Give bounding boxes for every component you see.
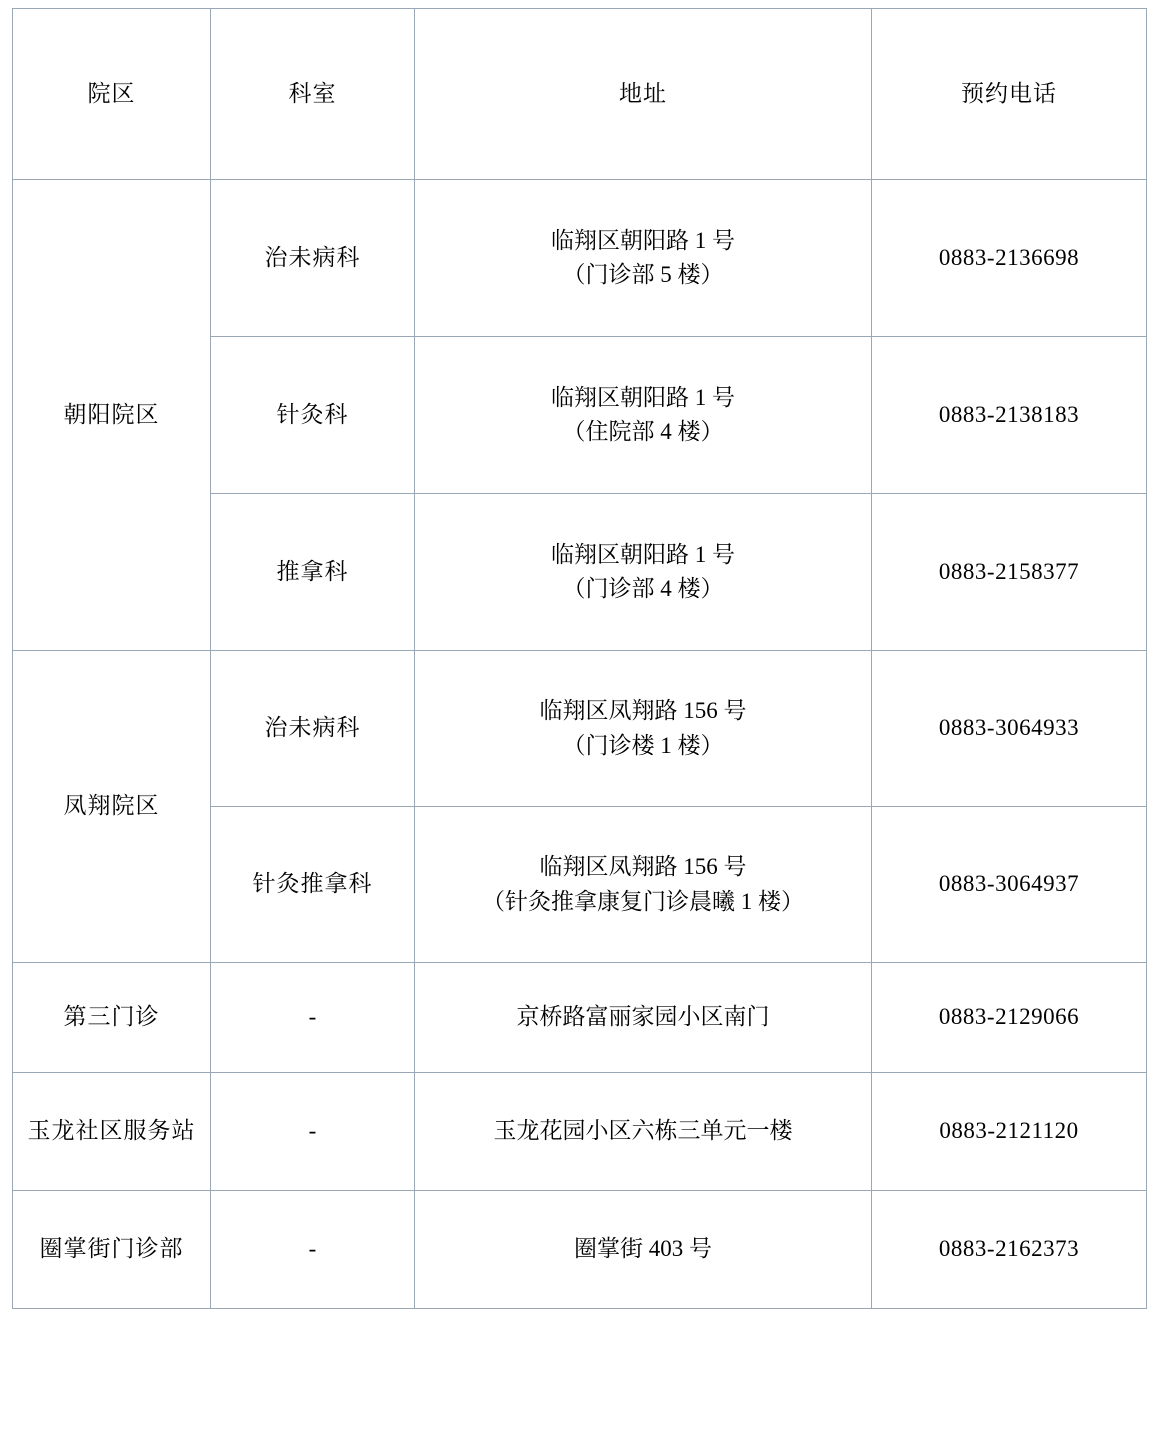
address-line-2: （住院部 4 楼）	[562, 419, 724, 444]
table-row	[13, 180, 1147, 337]
campus-cell: 凤翔院区	[13, 651, 211, 963]
campus-cell: 圈掌街门诊部	[13, 1191, 211, 1309]
phone-cell: 0883-3064937	[872, 807, 1147, 963]
address-line-1: 圈掌街 403 号	[574, 1236, 712, 1262]
phone-cell: 0883-2162373	[872, 1191, 1147, 1309]
table-row	[13, 963, 1147, 1073]
address-cell	[415, 1073, 872, 1191]
address-line-2: （门诊楼 1 楼）	[562, 732, 724, 758]
table-row	[13, 1191, 1147, 1309]
address-cell	[415, 494, 872, 651]
campus-cell: 第三门诊	[13, 963, 211, 1073]
address-line-2: （门诊部 4 楼）	[562, 576, 724, 601]
address-cell	[415, 1191, 872, 1309]
address-cell	[415, 180, 872, 337]
address-line-1: 临翔区凤翔路 156 号	[539, 854, 747, 879]
table-row	[13, 1073, 1147, 1191]
address-cell	[415, 651, 872, 807]
column-header-campus: 院区	[13, 9, 211, 180]
address-line-1: 临翔区凤翔路 156 号	[539, 698, 747, 723]
department-cell: 治未病科	[211, 651, 415, 807]
campus-cell: 玉龙社区服务站	[13, 1073, 211, 1191]
campus-cell: 朝阳院区	[13, 180, 211, 651]
address-line-1: 临翔区朝阳路 1 号	[551, 541, 735, 567]
address-line-2: （门诊部 5 楼）	[562, 262, 724, 287]
phone-cell: 0883-2158377	[872, 494, 1147, 651]
address-cell	[415, 807, 872, 963]
phone-cell: 0883-3064933	[872, 651, 1147, 807]
address-cell	[415, 963, 872, 1073]
department-cell: 推拿科	[211, 494, 415, 651]
department-cell: 针灸推拿科	[211, 807, 415, 963]
column-header-phone: 预约电话	[872, 9, 1147, 180]
department-cell: 针灸科	[211, 337, 415, 494]
appointment-info-table	[12, 8, 1147, 1309]
address-line-1: 临翔区朝阳路 1 号	[551, 384, 735, 410]
address-line-1: 玉龙花园小区六栋三单元一楼	[493, 1118, 793, 1144]
address-line-1: 京桥路富丽家园小区南门	[516, 1004, 770, 1030]
phone-cell: 0883-2121120	[872, 1073, 1147, 1191]
phone-cell: 0883-2136698	[872, 180, 1147, 337]
department-cell: -	[211, 1073, 415, 1191]
table-header-row	[13, 9, 1147, 180]
department-cell: 治未病科	[211, 180, 415, 337]
department-cell: -	[211, 963, 415, 1073]
column-header-address: 地址	[415, 9, 872, 180]
address-cell	[415, 337, 872, 494]
phone-cell: 0883-2138183	[872, 337, 1147, 494]
column-header-department: 科室	[211, 9, 415, 180]
address-line-2: （针灸推拿康复门诊晨曦 1 楼）	[482, 888, 804, 914]
phone-cell: 0883-2129066	[872, 963, 1147, 1073]
department-cell: -	[211, 1191, 415, 1309]
address-line-1: 临翔区朝阳路 1 号	[551, 227, 735, 253]
table-row	[13, 651, 1147, 807]
